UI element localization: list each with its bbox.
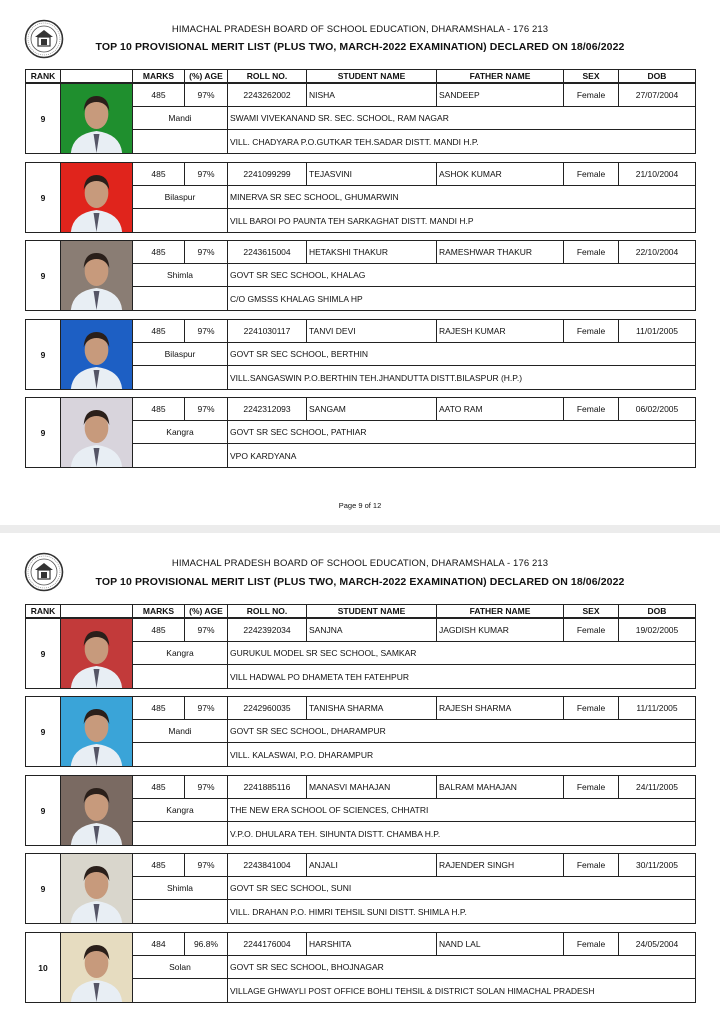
student-photo bbox=[61, 933, 133, 1002]
address-cell: VILL BAROI PO PAUNTA TEH SARKAGHAT DISTT. MANDI H.P bbox=[230, 215, 474, 226]
roll-no-cell: 2243841004 bbox=[228, 854, 307, 876]
roll-no-cell: 2242312093 bbox=[228, 398, 307, 420]
percentage-cell: 97% bbox=[185, 398, 228, 420]
merit-list-title: TOP 10 PROVISIONAL MERIT LIST (PLUS TWO, MARCH-2022 EXAMINATION) DECLARED ON 18/06/2022 bbox=[95, 41, 625, 53]
marks-cell: 485 bbox=[133, 320, 185, 342]
address-cell: VILLAGE GHWAYLI POST OFFICE BOHLI TEHSIL & DISTRICT SOLAN HIMACHAL PRADESH bbox=[230, 985, 595, 996]
student-name-cell: MANASVI MAHAJAN bbox=[307, 776, 437, 798]
sex-cell: Female bbox=[564, 163, 619, 185]
header-photo bbox=[61, 70, 133, 82]
student-name-cell: SANJNA bbox=[307, 619, 437, 641]
district-cell: Shimla bbox=[133, 264, 228, 286]
student-name-cell: TEJASVINI bbox=[307, 163, 437, 185]
student-record bbox=[25, 240, 696, 311]
marks-cell: 485 bbox=[133, 84, 185, 106]
student-name-cell: HARSHITA bbox=[307, 933, 437, 955]
student-record bbox=[25, 319, 696, 390]
sex-cell: Female bbox=[564, 854, 619, 876]
marks-cell: 485 bbox=[133, 776, 185, 798]
address-cell: VILL. CHADYARA P.O.GUTKAR TEH.SADAR DISTT. MANDI H.P. bbox=[230, 136, 479, 147]
father-name-cell: SANDEEP bbox=[437, 84, 564, 106]
percentage-cell: 97% bbox=[185, 619, 228, 641]
student-photo bbox=[61, 241, 133, 310]
address-cell: VILL.SANGASWIN P.O.BERTHIN TEH.JHANDUTTA DISTT.BILASPUR (H.P.) bbox=[230, 372, 523, 383]
district-cell: Shimla bbox=[133, 877, 228, 899]
roll-no-cell: 2243262002 bbox=[228, 84, 307, 106]
father-name-cell: RAJENDER SINGH bbox=[437, 854, 564, 876]
dob-cell: 22/10/2004 bbox=[635, 247, 679, 257]
marks-cell: 485 bbox=[133, 398, 185, 420]
student-record bbox=[25, 397, 696, 468]
student-record bbox=[25, 162, 696, 233]
percentage-cell: 97% bbox=[185, 697, 228, 719]
empty-cell bbox=[133, 366, 228, 389]
address-cell: V.P.O. DHULARA TEH. SIHUNTA DISTT. CHAMBA H.P. bbox=[230, 828, 441, 839]
district-cell: Mandi bbox=[133, 720, 228, 742]
dob-cell: 30/11/2005 bbox=[636, 860, 678, 870]
sex-cell: Female bbox=[564, 320, 619, 342]
percentage-cell: 97% bbox=[185, 84, 228, 106]
father-name-cell: RAJESH SHARMA bbox=[437, 697, 564, 719]
header-marks: MARKS bbox=[133, 70, 185, 82]
school-cell: GOVT SR SEC SCHOOL, KHALAG bbox=[230, 270, 366, 280]
empty-cell bbox=[133, 444, 228, 467]
table-header bbox=[25, 604, 696, 618]
header-father-name: FATHER NAME bbox=[437, 70, 564, 82]
sex-cell: Female bbox=[564, 241, 619, 263]
board-title: HIMACHAL PRADESH BOARD OF SCHOOL EDUCATION, DHARAMSHALA - 176 213 bbox=[171, 24, 549, 35]
student-photo bbox=[61, 398, 133, 467]
rank-cell: 9 bbox=[26, 241, 61, 310]
rank-cell: 9 bbox=[26, 84, 61, 153]
sex-cell: Female bbox=[564, 697, 619, 719]
marks-cell: 485 bbox=[133, 619, 185, 641]
dob-cell: 19/02/2005 bbox=[635, 625, 679, 635]
header-dob: DOB bbox=[647, 606, 667, 616]
student-photo bbox=[61, 776, 133, 845]
sex-cell: Female bbox=[564, 398, 619, 420]
header-marks: MARKS bbox=[133, 605, 185, 617]
school-cell: GOVT SR SEC SCHOOL, DHARAMPUR bbox=[230, 726, 386, 736]
roll-no-cell: 2241030117 bbox=[228, 320, 307, 342]
percentage-cell: 97% bbox=[185, 241, 228, 263]
school-cell: MINERVA SR SEC SCHOOL, GHUMARWIN bbox=[230, 192, 399, 202]
marks-cell: 485 bbox=[133, 854, 185, 876]
father-name-cell: JAGDISH KUMAR bbox=[437, 619, 564, 641]
rank-cell: 9 bbox=[26, 398, 61, 467]
address-cell: VPO KARDYANA bbox=[230, 450, 297, 461]
student-name-cell: SANGAM bbox=[307, 398, 437, 420]
merit-list-title: TOP 10 PROVISIONAL MERIT LIST (PLUS TWO, MARCH-2022 EXAMINATION) DECLARED ON 18/06/2022 bbox=[95, 576, 625, 588]
student-record bbox=[25, 618, 696, 689]
district-cell: Bilaspur bbox=[133, 343, 228, 365]
roll-no-cell: 2243615004 bbox=[228, 241, 307, 263]
student-photo bbox=[61, 854, 133, 923]
percentage-cell: 97% bbox=[185, 776, 228, 798]
student-photo bbox=[61, 163, 133, 232]
sex-cell: Female bbox=[564, 84, 619, 106]
percentage-cell: 97% bbox=[185, 320, 228, 342]
student-name-cell: NISHA bbox=[307, 84, 437, 106]
student-name-cell: TANVI DEVI bbox=[307, 320, 437, 342]
roll-no-cell: 2241099299 bbox=[228, 163, 307, 185]
father-name-cell: BALRAM MAHAJAN bbox=[437, 776, 564, 798]
student-record bbox=[25, 853, 696, 924]
rank-cell: 9 bbox=[26, 320, 61, 389]
dob-cell: 06/02/2005 bbox=[635, 404, 679, 414]
school-cell: GOVT SR SEC SCHOOL, PATHIAR bbox=[230, 427, 367, 437]
roll-no-cell: 2244176004 bbox=[228, 933, 307, 955]
rank-cell: 9 bbox=[26, 776, 61, 845]
district-cell: Solan bbox=[133, 956, 228, 978]
dob-cell: 27/07/2004 bbox=[635, 90, 679, 100]
school-cell: GOVT SR SEC SCHOOL, BHOJNAGAR bbox=[230, 962, 384, 972]
district-cell: Kangra bbox=[133, 421, 228, 443]
percentage-cell: 96.8% bbox=[185, 933, 228, 955]
marks-cell: 484 bbox=[133, 933, 185, 955]
student-record bbox=[25, 696, 696, 767]
student-record bbox=[25, 775, 696, 846]
marks-cell: 485 bbox=[133, 697, 185, 719]
student-name-cell: TANISHA SHARMA bbox=[307, 697, 437, 719]
header-roll-no: ROLL NO. bbox=[228, 70, 307, 82]
marks-cell: 485 bbox=[133, 163, 185, 185]
roll-no-cell: 2242392034 bbox=[228, 619, 307, 641]
district-cell: Kangra bbox=[133, 799, 228, 821]
rank-cell: 10 bbox=[26, 933, 61, 1002]
district-cell: Bilaspur bbox=[133, 186, 228, 208]
rank-cell: 9 bbox=[26, 163, 61, 232]
student-record bbox=[25, 932, 696, 1003]
empty-cell bbox=[133, 130, 228, 153]
school-cell: GOVT SR SEC SCHOOL, SUNI bbox=[230, 883, 352, 893]
father-name-cell: AATO RAM bbox=[437, 398, 564, 420]
dob-cell: 24/11/2005 bbox=[636, 782, 678, 792]
percentage-cell: 97% bbox=[185, 854, 228, 876]
page-10 bbox=[0, 533, 720, 1024]
empty-cell bbox=[133, 665, 228, 688]
address-cell: C/O GMSSS KHALAG SHIMLA HP bbox=[230, 293, 363, 304]
page-number: Page 9 of 12 bbox=[338, 501, 382, 510]
student-photo bbox=[61, 697, 133, 766]
header-student-name: STUDENT NAME bbox=[307, 70, 437, 82]
empty-cell bbox=[133, 743, 228, 766]
dob-cell: 11/11/2005 bbox=[636, 703, 678, 713]
marks-cell: 485 bbox=[133, 241, 185, 263]
header-student-name: STUDENT NAME bbox=[307, 605, 437, 617]
board-title: HIMACHAL PRADESH BOARD OF SCHOOL EDUCATION, DHARAMSHALA - 176 213 bbox=[171, 558, 549, 569]
header-percentage: (%) AGE bbox=[185, 605, 228, 617]
father-name-cell: RAJESH KUMAR bbox=[437, 320, 564, 342]
address-cell: VILL HADWAL PO DHAMETA TEH FATEHPUR bbox=[230, 671, 410, 682]
header-rank: RANK bbox=[26, 605, 61, 617]
header-sex: SEX bbox=[564, 70, 619, 82]
table-header bbox=[25, 69, 696, 83]
school-cell: GOVT SR SEC SCHOOL, BERTHIN bbox=[230, 349, 369, 359]
school-cell: THE NEW ERA SCHOOL OF SCIENCES, CHHATRI bbox=[230, 805, 429, 815]
address-cell: VILL. DRAHAN P.O. HIMRI TEHSIL SUNI DISTT. SHIMLA H.P. bbox=[230, 906, 467, 917]
district-cell: Kangra bbox=[133, 642, 228, 664]
roll-no-cell: 2242960035 bbox=[228, 697, 307, 719]
page-divider bbox=[0, 525, 720, 533]
empty-cell bbox=[133, 287, 228, 310]
header-percentage: (%) AGE bbox=[185, 70, 228, 82]
address-cell: VILL. KALASWAI, P.O. DHARAMPUR bbox=[230, 749, 374, 760]
rank-cell: 9 bbox=[26, 619, 61, 688]
header-photo bbox=[61, 605, 133, 617]
empty-cell bbox=[133, 979, 228, 1002]
header-rank: RANK bbox=[26, 70, 61, 82]
district-cell: Mandi bbox=[133, 107, 228, 129]
sex-cell: Female bbox=[564, 619, 619, 641]
empty-cell bbox=[133, 822, 228, 845]
header-dob: DOB bbox=[647, 71, 667, 81]
father-name-cell: ASHOK KUMAR bbox=[437, 163, 564, 185]
student-name-cell: HETAKSHI THAKUR bbox=[307, 241, 437, 263]
father-name-cell: RAMESHWAR THAKUR bbox=[437, 241, 564, 263]
header-sex: SEX bbox=[564, 605, 619, 617]
student-photo bbox=[61, 84, 133, 153]
school-cell: SWAMI VIVEKANAND SR. SEC. SCHOOL, RAM NAGAR bbox=[230, 113, 449, 123]
header-roll-no: ROLL NO. bbox=[228, 605, 307, 617]
student-name-cell: ANJALI bbox=[307, 854, 437, 876]
father-name-cell: NAND LAL bbox=[437, 933, 564, 955]
empty-cell bbox=[133, 900, 228, 923]
dob-cell: 11/01/2005 bbox=[636, 326, 678, 336]
school-cell: GURUKUL MODEL SR SEC SCHOOL, SAMKAR bbox=[230, 648, 417, 658]
percentage-cell: 97% bbox=[185, 163, 228, 185]
rank-cell: 9 bbox=[26, 854, 61, 923]
empty-cell bbox=[133, 209, 228, 232]
dob-cell: 24/05/2004 bbox=[635, 939, 679, 949]
roll-no-cell: 2241885116 bbox=[228, 776, 307, 798]
rank-cell: 9 bbox=[26, 697, 61, 766]
dob-cell: 21/10/2004 bbox=[635, 169, 679, 179]
student-record bbox=[25, 83, 696, 154]
student-photo bbox=[61, 619, 133, 688]
student-photo bbox=[61, 320, 133, 389]
header-father-name: FATHER NAME bbox=[437, 605, 564, 617]
sex-cell: Female bbox=[564, 776, 619, 798]
sex-cell: Female bbox=[564, 933, 619, 955]
